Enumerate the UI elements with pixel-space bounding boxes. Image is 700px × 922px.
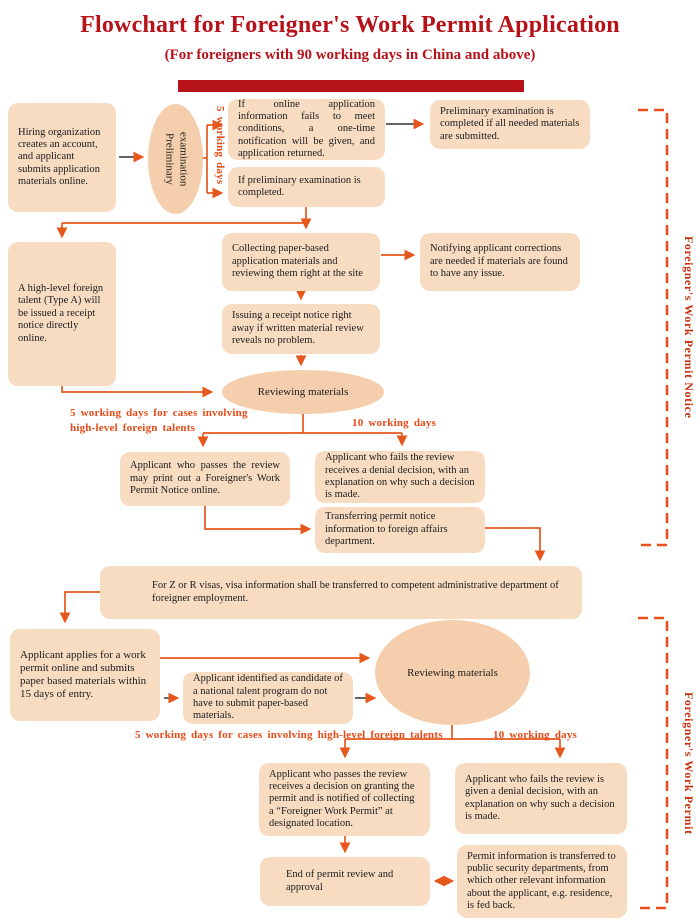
node-online-application-fails: If online application information fails to meet conditions, a one-time notification will be given, and application returned.: [228, 99, 385, 160]
node-pass-review-print-notice: Applicant who passes the review may print out a Foreigner's Work Permit Notice online.: [120, 452, 290, 506]
annotation-5-working-days-bottom: 5 working days for cases involving high-level foreign talents: [135, 729, 443, 741]
annotation-5-working-days-top: 5 working days for cases involving high-level foreign talents: [70, 407, 248, 434]
node-high-level-talent: A high-level foreign talent (Type A) will be issued a receipt notice directly online.: [8, 242, 116, 386]
node-preliminary-examination-completed: Preliminary examination is completed if all needed materials are submitted.: [430, 100, 590, 149]
node-collecting-materials: Collecting paper-based application materials and reviewing them right at the site: [222, 233, 380, 291]
node-end-of-permit-review: End of permit review and approval: [260, 857, 430, 906]
bracket-label-work-permit: Foreigner's Work Permit: [682, 691, 696, 835]
node-permit-info-public-security: Permit information is transferred to public security departments, from which other relevant information about the applicant, e.g. residence, is fed back.: [457, 845, 627, 918]
node-transferring-permit-notice: Transferring permit notice information to foreign affairs department.: [315, 507, 485, 553]
node-issuing-receipt-notice: Issuing a receipt notice right away if written material review reveals no problem.: [222, 304, 380, 354]
preliminary-examination-label: Preliminary examination: [163, 131, 190, 187]
node-hiring-organization: Hiring organization creates an account, and applicant submits application materials online.: [8, 103, 116, 212]
annotation-5-working-days-vertical: 5 working days: [214, 106, 226, 185]
node-fail-review-denial-2: Applicant who fails the review is given a denial decision, with an explanation on why such a decision is made.: [455, 763, 627, 834]
bracket-label-work-permit-notice: Foreigner's Work Permit Notice: [682, 236, 696, 419]
bracket-notice: [638, 110, 667, 545]
ellipse-reviewing-materials-2: Reviewing materials: [375, 620, 530, 725]
node-pass-review-granting-permit: Applicant who passes the review receives a decision on granting the permit and is notified of collecting a “Foreigner Work Permit” at designated location.: [259, 763, 430, 836]
node-notifying-corrections: Notifying applicant corrections are needed if materials are found to have any issue.: [420, 233, 580, 291]
node-national-talent-program: Applicant identified as candidate of a national talent program do not have to submit paper-based materials.: [183, 672, 353, 724]
node-fail-review-denial-1: Applicant who fails the review receives a denial decision, with an explanation on why such a decision is made.: [315, 451, 485, 503]
node-applicant-applies-work-permit: Applicant applies for a work permit online and submits paper based materials within 15 days of entry.: [10, 629, 160, 721]
annotation-10-working-days-bottom: 10 working days: [493, 729, 578, 741]
annotation-10-working-days-top: 10 working days: [352, 417, 437, 429]
page-title: Flowchart for Foreigner's Work Permit Application: [80, 12, 620, 38]
page-subtitle: (For foreigners with 90 working days in China and above): [164, 47, 536, 63]
ellipse-reviewing-materials-1: Reviewing materials: [222, 370, 384, 414]
bracket-permit: [638, 618, 667, 908]
node-preliminary-examination-completed-if: If preliminary examination is completed.: [228, 167, 385, 207]
node-z-r-visas: For Z or R visas, visa information shall be transferred to competent administrative department of foreigner employment.: [100, 566, 582, 619]
